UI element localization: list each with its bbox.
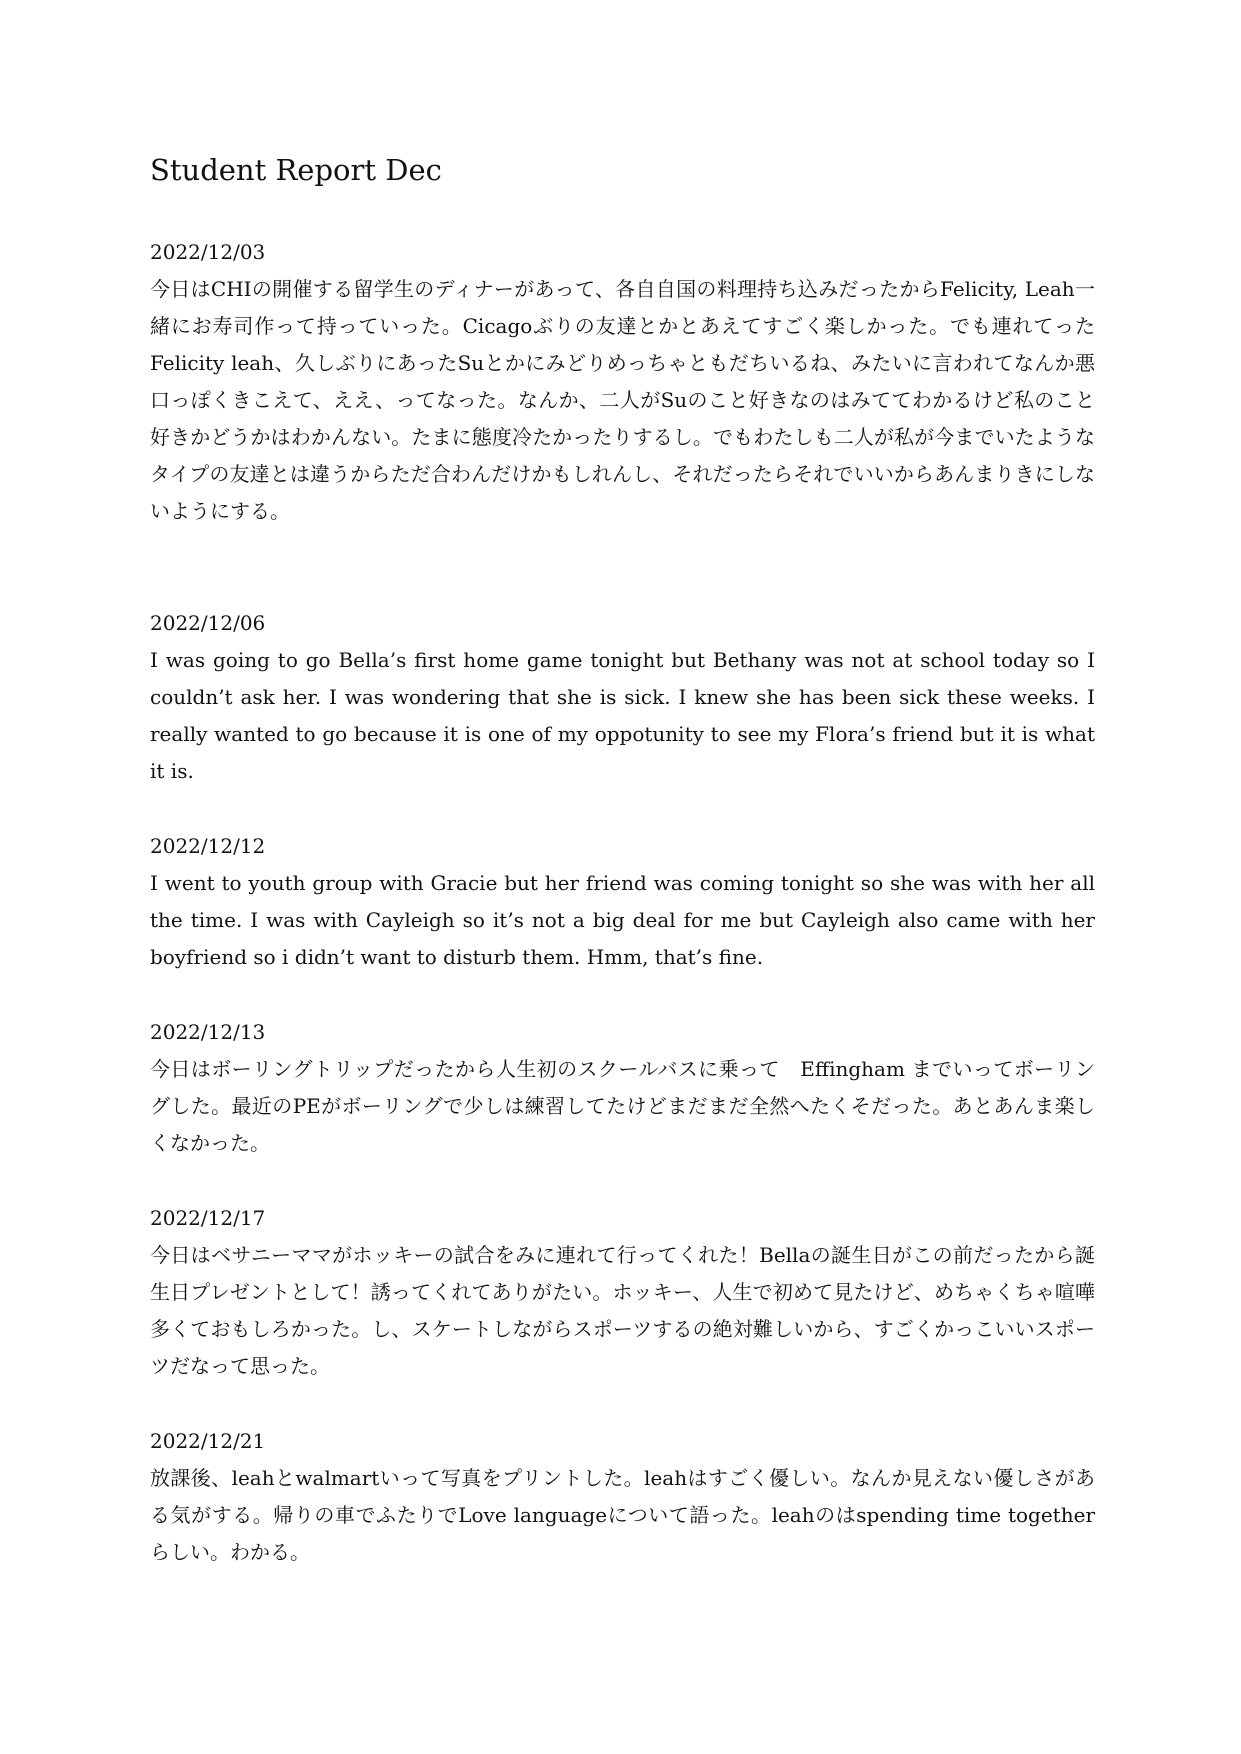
entry-date: 2022/12/21 bbox=[150, 1429, 266, 1453]
entry-text: I went to youth group with Gracie but her friend was coming tonight so she was with her all the time. I was with Cayleigh so it’s not a big deal for me but Cayleigh also came with her boyfriend so i didn’t want to disturb them. Hmm, that’s fine. bbox=[150, 871, 1095, 969]
spacer bbox=[150, 1162, 1095, 1200]
entry-date: 2022/12/03 bbox=[150, 240, 266, 264]
entry-date: 2022/12/13 bbox=[150, 1020, 266, 1044]
entry-text: I was going to go Bella’s first home game tonight but Bethany was not at school today so I couldn’t ask her. I was wondering that she is sick. I knew she has been sick these weeks. I really wanted to go because it is one of my oppotunity to see my Flora’s friend but it is what it is. bbox=[150, 648, 1095, 783]
diary-entry bbox=[150, 1014, 1095, 1162]
document-title: Student Report Dec bbox=[150, 153, 442, 187]
diary-entry bbox=[150, 234, 1095, 530]
spacer bbox=[150, 530, 1095, 605]
spacer bbox=[150, 790, 1095, 828]
diary-entry bbox=[150, 1200, 1095, 1385]
spacer bbox=[150, 976, 1095, 1014]
entry-date: 2022/12/06 bbox=[150, 611, 266, 635]
entry-date: 2022/12/12 bbox=[150, 834, 266, 858]
diary-entry bbox=[150, 1423, 1115, 1571]
entry-text: 今日はボーリングトリップだったから人生初のスクールバスに乗って Effingham までいってボーリングした。最近のPEがボーリングで少しは練習してたけどまだまだ全然へたくそだった。あとあんま楽しくなかった。 bbox=[150, 1057, 1095, 1155]
document-page bbox=[150, 150, 1115, 1571]
entry-date: 2022/12/17 bbox=[150, 1206, 266, 1230]
spacer bbox=[150, 1385, 1095, 1423]
entry-text: 今日はCHIの開催する留学生のディナーがあって、各自自国の料理持ち込みだったからFelicity, Leah一緒にお寿司作って持っていった。Cicagoぶりの友達とかとあえてすごく楽しかった。でも連れてったFelicity leah、久しぶりにあったSuとかにみどりめっちゃともだちいるね、みたいに言われてなんか悪口っぽくきこえて、ええ、ってなった。なんか、二人がSuのこと好きなのはみててわかるけど私のこと好きかどうかはわかんない。たまに態度冷たかったりするし。でもわたしも二人が私が今までいたようなタイプの友達とは違うからただ合わんだけかもしれんし、それだったらそれでいいからあんまりきにしないようにする。 bbox=[150, 277, 1095, 523]
entry-text: 放課後、leahとwalmartいって写真をプリントした。leahはすごく優しい。なんか見えない優しさがある気がする。帰りの車でふたりでLove languageについて語った。leahのはspending time together らしい。わかる。 bbox=[150, 1466, 1115, 1564]
diary-entry bbox=[150, 828, 1095, 976]
diary-entry bbox=[150, 605, 1095, 790]
entry-text: 今日はベサニーママがホッキーの試合をみに連れて行ってくれた！Bellaの誕生日がこの前だったから誕生日プレゼントとして！誘ってくれてありがたい。ホッキー、人生で初めて見たけど、めちゃくちゃ喧嘩多くておもしろかった。し、スケートしながらスポーツするの絶対難しいから、すごくかっこいいスポーツだなって思った。 bbox=[150, 1243, 1095, 1378]
